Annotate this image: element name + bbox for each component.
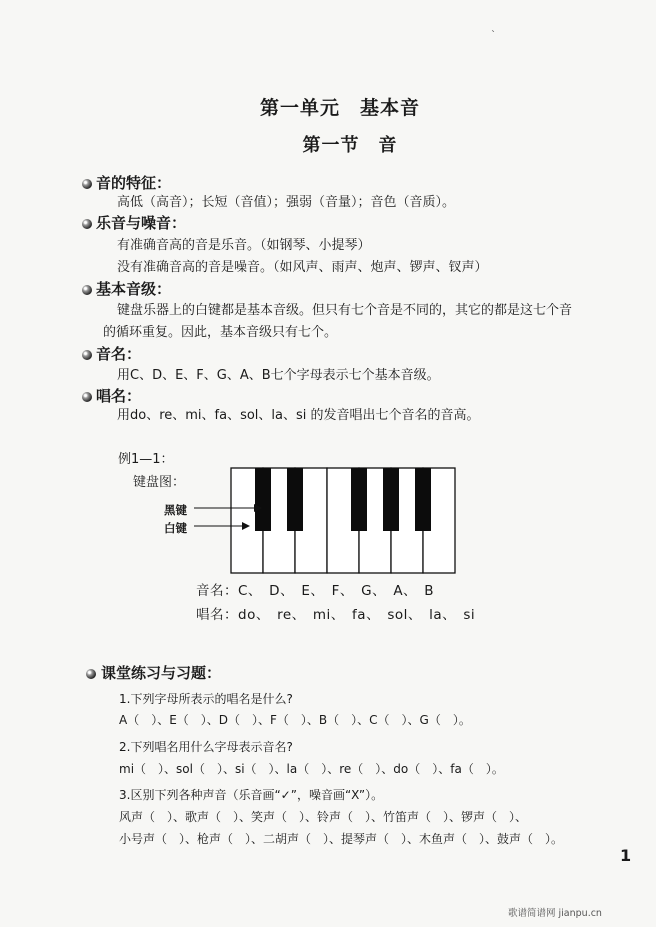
question-3-blanks-2: 小号声（ ）、枪声（ ）、二胡声（ ）、提琴声（ ）、木鱼声（ ）、鼓声（ ）。 <box>119 832 564 846</box>
corner-mark: ˋ <box>491 30 496 41</box>
section-heading-note-names: 音名： <box>96 345 142 363</box>
black-key <box>383 468 399 531</box>
question-3-blanks-1: 风声（ ）、歌声（ ）、笑声（ ）、铃声（ ）、竹笛声（ ）、锣声（ ）、 <box>119 810 528 824</box>
section-text: 的循环重复。因此，基本音级只有七个。 <box>103 325 338 340</box>
section-heading-pitch-features: 音的特征： <box>96 174 172 192</box>
black-key-label: 黑键 <box>164 503 187 517</box>
example-label: 例1—1： <box>118 452 174 467</box>
section-heading-solfege: 唱名： <box>96 387 142 405</box>
section-heading-music-noise: 乐音与噪音： <box>96 214 187 232</box>
bullet-icon <box>86 669 96 679</box>
bullet-icon <box>82 179 92 189</box>
bullet-icon <box>82 350 92 360</box>
bullet-icon <box>82 219 92 229</box>
section-title: 第一节 音 <box>302 135 398 156</box>
unit-title: 第一单元 基本音 <box>259 97 420 119</box>
keyboard-diagram <box>190 460 470 580</box>
section-text: 用C、D、E、F、G、A、B七个字母表示七个基本音级。 <box>117 368 440 383</box>
question-2-blanks: mi（ ）、sol（ ）、si（ ）、la（ ）、re（ ）、do（ ）、fa（ ）。 <box>119 762 504 776</box>
page-number: 1 <box>620 846 632 865</box>
keyboard-caption: 键盘图： <box>133 475 186 490</box>
question-1-blanks: A（ ）、E（ ）、D（ ）、F（ ）、B（ ）、C（ ）、G（ ）。 <box>119 713 471 727</box>
section-text: 有准确音高的音是乐音。（如钢琴、小提琴） <box>117 238 371 253</box>
watermark: 歌谱简谱网 jianpu.cn <box>508 908 602 919</box>
section-text: 高低（高音）；长短（音值）；强弱（音量）；音色（音质）。 <box>117 195 456 210</box>
black-key <box>287 468 303 531</box>
section-text: 用do、re、mi、fa、sol、la、si 的发音唱出七个音名的音高。 <box>117 408 480 423</box>
section-heading-basic-degrees: 基本音级： <box>96 280 172 298</box>
question-2: 2.下列唱名用什么字母表示音名? <box>119 740 293 754</box>
note-names-row: 音名：C、 D、 E、 F、 G、 A、 B <box>196 583 435 599</box>
solfege-row: 唱名：do、 re、 mi、 fa、 sol、 la、 si <box>196 607 476 623</box>
white-key-label: 白键 <box>164 521 187 535</box>
black-key <box>255 468 271 531</box>
black-key <box>351 468 367 531</box>
bullet-icon <box>82 285 92 295</box>
question-3: 3.区别下列各种声音（乐音画“✓”，噪音画“X”）。 <box>119 788 384 802</box>
section-text: 键盘乐器上的白键都是基本音级。但只有七个音是不同的，其它的都是这七个音 <box>117 303 573 318</box>
section-text: 没有准确音高的音是噪音。（如风声、雨声、炮声、锣声、钗声） <box>117 260 488 275</box>
bullet-icon <box>82 392 92 402</box>
exercises-title: 课堂练习与习题： <box>101 664 222 682</box>
black-key <box>415 468 431 531</box>
question-1: 1.下列字母所表示的唱名是什么? <box>119 692 293 706</box>
